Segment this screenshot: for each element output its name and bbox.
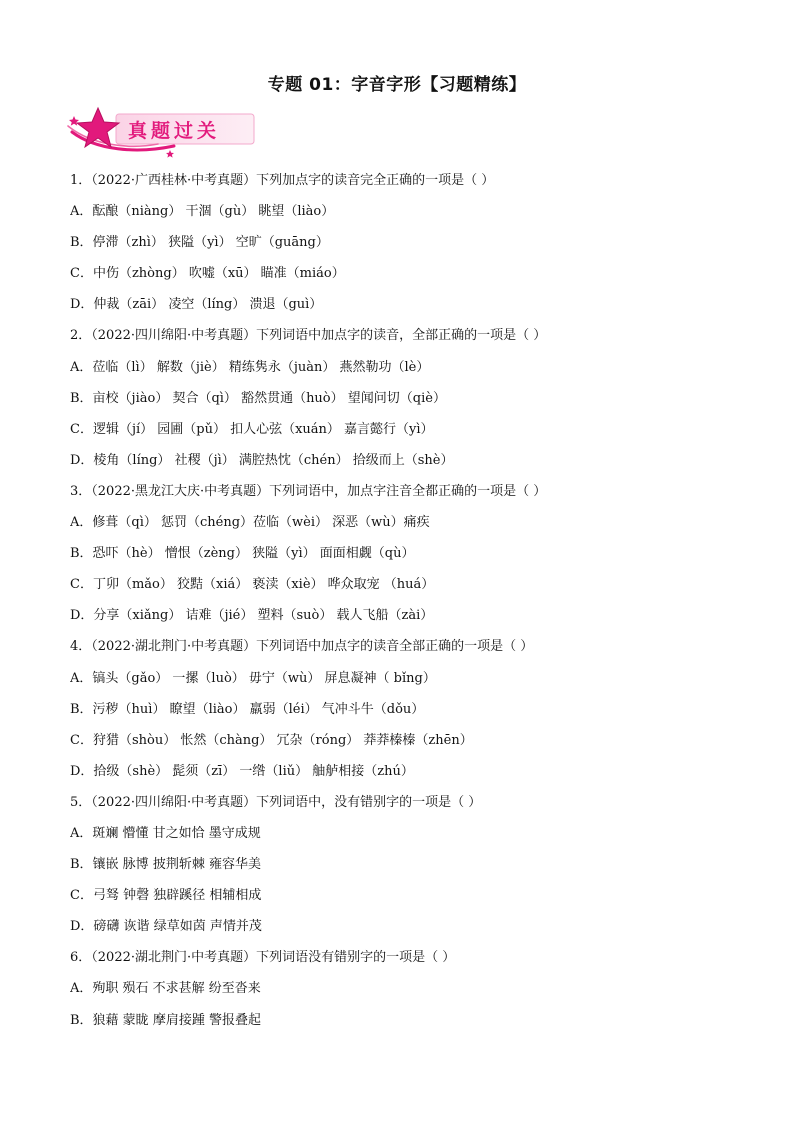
question-4: 4．（2022·湖北荆门·中考真题）下列词语中加点字的读音全部正确的一项是（ ）: [70, 639, 534, 655]
section-banner: [66, 106, 266, 160]
option-2d: D．棱角（líng） 社稷（jì） 满腔热忱（chén） 拾级而上（shè）: [70, 452, 454, 468]
option-2a: A．莅临（lì） 解数（jiè） 精练隽永（juàn） 燕然勒功（lè）: [70, 359, 430, 375]
option-2b: B．亩校（jiào） 契合（qì） 豁然贯通（huò） 望闻问切（qiè）: [70, 390, 446, 406]
option-5d: D．磅礴 诙谐 绿草如茵 声情并茂: [70, 919, 262, 935]
option-6a: A．殉职 殒石 不求甚解 纷至沓来: [70, 981, 261, 997]
banner-label: 真题过关: [128, 120, 221, 142]
option-5c: C．弓驽 钟磬 独辟蹊径 相辅相成: [70, 888, 262, 904]
question-5: 5．（2022·四川绵阳·中考真题）下列词语中，没有错别字的一项是（ ）: [70, 794, 482, 810]
option-3a: A．修葺（qì） 惩罚（chéng）莅临（wèi） 深恶（wù）痛疾: [70, 515, 430, 531]
option-5a: A．斑斓 懵懂 甘之如恰 墨守成规: [70, 825, 261, 841]
option-3b: B．恐吓（hè） 憎恨（zèng） 狭隘（yì） 面面相觑（qù）: [70, 546, 415, 562]
option-3c: C．丁卯（mǎo） 狡黠（xiá） 亵渎（xiè） 哗众取宠 （huá）: [70, 577, 435, 593]
question-2: 2．（2022·四川绵阳·中考真题）下列词语中加点字的读音，全部正确的一项是（ ）: [70, 328, 547, 344]
option-1c: C．中伤（zhòng） 吹嘘（xū） 瞄准（miáo）: [70, 266, 345, 282]
option-4b: B．污秽（huì） 瞭望（liào） 羸弱（léi） 气冲斗牛（dǒu）: [70, 701, 425, 717]
option-4d: D．拾级（shè） 髭须（zī） 一绺（liǔ） 舳舻相接（zhú）: [70, 763, 414, 779]
option-1b: B．停滞（zhì） 狭隘（yì） 空旷（guāng）: [70, 235, 329, 251]
option-2c: C．逻辑（jí） 园圃（pǔ） 扣人心弦（xuán） 嘉言懿行（yì）: [70, 421, 434, 437]
option-4a: A．镐头（gǎo） 一摞（luò） 毋宁（wù） 屏息凝神（ bǐng）: [70, 670, 436, 686]
option-1d: D．仲裁（zāi） 凌空（líng） 溃退（guì）: [70, 297, 323, 313]
option-5b: B．镶嵌 脉博 披荆斩棘 雍容华美: [70, 857, 261, 873]
question-1: 1．（2022·广西桂林·中考真题）下列加点字的读音完全正确的一项是（ ）: [70, 173, 495, 188]
question-6: 6．（2022·湖北荆门·中考真题）下列词语没有错别字的一项是（ ）: [70, 950, 456, 966]
page-title: 专题 01：字音字形【习题精练】: [267, 75, 527, 95]
question-3: 3．（2022·黑龙江大庆·中考真题）下列词语中，加点字注音全都正确的一项是（ ）: [70, 483, 547, 499]
option-6b: B．狼藉 蒙眬 摩肩接踵 警报叠起: [70, 1012, 261, 1028]
option-4c: C．狩猎（shòu） 怅然（chàng） 冗杂（róng） 莽莽榛榛（zhēn）: [70, 732, 473, 748]
question-list: [70, 168, 750, 1039]
option-3d: D．分享（xiǎng） 诘难（jié） 塑料（suò） 载人飞船（zài）: [70, 608, 434, 624]
option-1a: A．酝酿（niàng） 干涸（gù） 眺望（liào）: [70, 204, 335, 220]
